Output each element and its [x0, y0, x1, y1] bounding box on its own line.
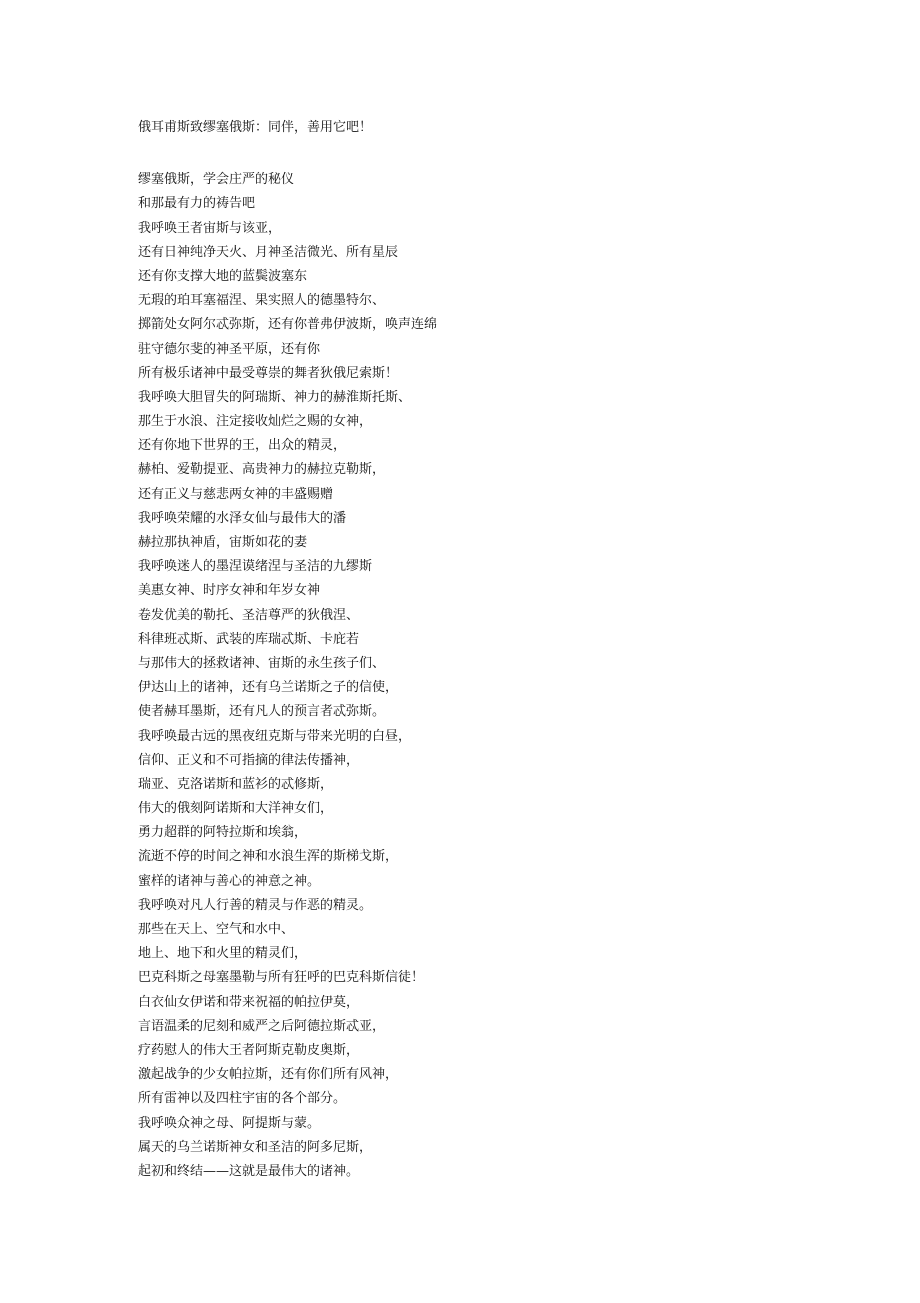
poem-line: 属天的乌兰诺斯神女和圣洁的阿多尼斯，: [138, 1139, 373, 1155]
poem-line: 无瑕的珀耳塞福涅、果实照人的德墨特尔、: [138, 293, 386, 309]
poem-line: 勇力超群的阿特拉斯和埃翁，: [138, 825, 308, 841]
poem-line: 疗药慰人的伟大王者阿斯克勒皮奥斯，: [138, 1042, 360, 1058]
poem-line: 我呼唤最古远的黑夜纽克斯与带来光明的白昼，: [138, 728, 412, 744]
poem-line: 还有你地下世界的王，出众的精灵，: [138, 438, 347, 454]
poem-lines: [138, 168, 838, 1184]
poem-title: 俄耳甫斯致缪塞俄斯：同伴，善用它吧！: [138, 120, 373, 135]
poem-line: 掷箭处女阿尔忒弥斯，还有你普弗伊波斯，唤声连绵: [138, 317, 438, 333]
poem-line: 起初和终结——这就是最伟大的诸神。: [138, 1163, 360, 1179]
poem-line: 瑞亚、克洛诺斯和蓝衫的忒修斯，: [138, 776, 334, 792]
poem-line: 流逝不停的时间之神和水浪生浑的斯梯戈斯，: [138, 849, 399, 865]
poem-line: 缪塞俄斯，学会庄严的秘仪: [138, 172, 295, 188]
poem-line: 那些在天上、空气和水中、: [138, 922, 295, 937]
poem-line: 信仰、正义和不可指摘的律法传播神，: [138, 752, 360, 768]
poem-line: 蜜样的诸神与善心的神意之神。: [138, 873, 321, 889]
poem-line: 我呼唤王者宙斯与该亚，: [138, 220, 282, 236]
poem-line: 我呼唤迷人的墨涅谟绪涅与圣洁的九缪斯: [138, 559, 373, 575]
poem-line: 赫柏、爱勒提亚、高贵神力的赫拉克勒斯，: [138, 462, 386, 478]
poem-line: 激起战争的少女帕拉斯，还有你们所有风神，: [138, 1067, 399, 1083]
poem-line: 白衣仙女伊诺和带来祝福的帕拉伊莫，: [138, 994, 360, 1010]
poem-line: 使者赫耳墨斯，还有凡人的预言者忒弥斯。: [138, 704, 386, 720]
poem-body: [138, 116, 838, 1184]
poem-line: 美惠女神、时序女神和年岁女神: [138, 583, 321, 599]
poem-line: 巴克科斯之母塞墨勒与所有狂呼的巴克科斯信徒！: [138, 970, 425, 986]
poem-line: 科律班忒斯、武装的库瑞忒斯、卡庇若: [138, 631, 360, 647]
poem-line: 言语温柔的尼刻和威严之后阿德拉斯忒亚，: [138, 1018, 386, 1034]
poem-line: 还有你支撑大地的蓝鬓波塞东: [138, 268, 308, 284]
poem-line: 所有雷神以及四柱宇宙的各个部分。: [138, 1091, 347, 1107]
stanza-spacer: [138, 140, 838, 168]
poem-line: 我呼唤大胆冒失的阿瑞斯、神力的赫淮斯托斯、: [138, 389, 412, 405]
poem-line: 与那伟大的拯救诸神、宙斯的永生孩子们、: [138, 655, 386, 671]
poem-line: 那生于水浪、注定接收灿烂之赐的女神，: [138, 414, 373, 430]
poem-line: 所有极乐诸神中最受尊崇的舞者狄俄尼索斯！: [138, 365, 399, 381]
poem-line: 伊达山上的诸神，还有乌兰诺斯之子的信使，: [138, 680, 399, 696]
poem-line: 伟大的俄刻阿诺斯和大洋神女们，: [138, 801, 334, 817]
poem-line: 我呼唤荣耀的水泽女仙与最伟大的潘: [138, 510, 347, 526]
poem-line: 和那最有力的祷告吧: [138, 196, 256, 212]
poem-line: 我呼唤众神之母、阿提斯与蒙。: [138, 1115, 321, 1131]
poem-line: 赫拉那执神盾，宙斯如花的妻: [138, 535, 308, 550]
poem-line: 地上、地下和火里的精灵们，: [138, 946, 308, 962]
poem-line: 还有正义与慈悲两女神的丰盛赐赠: [138, 486, 334, 502]
poem-line: 我呼唤对凡人行善的精灵与作恶的精灵。: [138, 897, 373, 913]
poem-line: 驻守德尔斐的神圣平原，还有你: [138, 341, 321, 357]
poem-line: 卷发优美的勒托、圣洁尊严的狄俄涅、: [138, 607, 360, 623]
poem-line: 还有日神纯净天火、月神圣洁微光、所有星辰: [138, 244, 399, 260]
